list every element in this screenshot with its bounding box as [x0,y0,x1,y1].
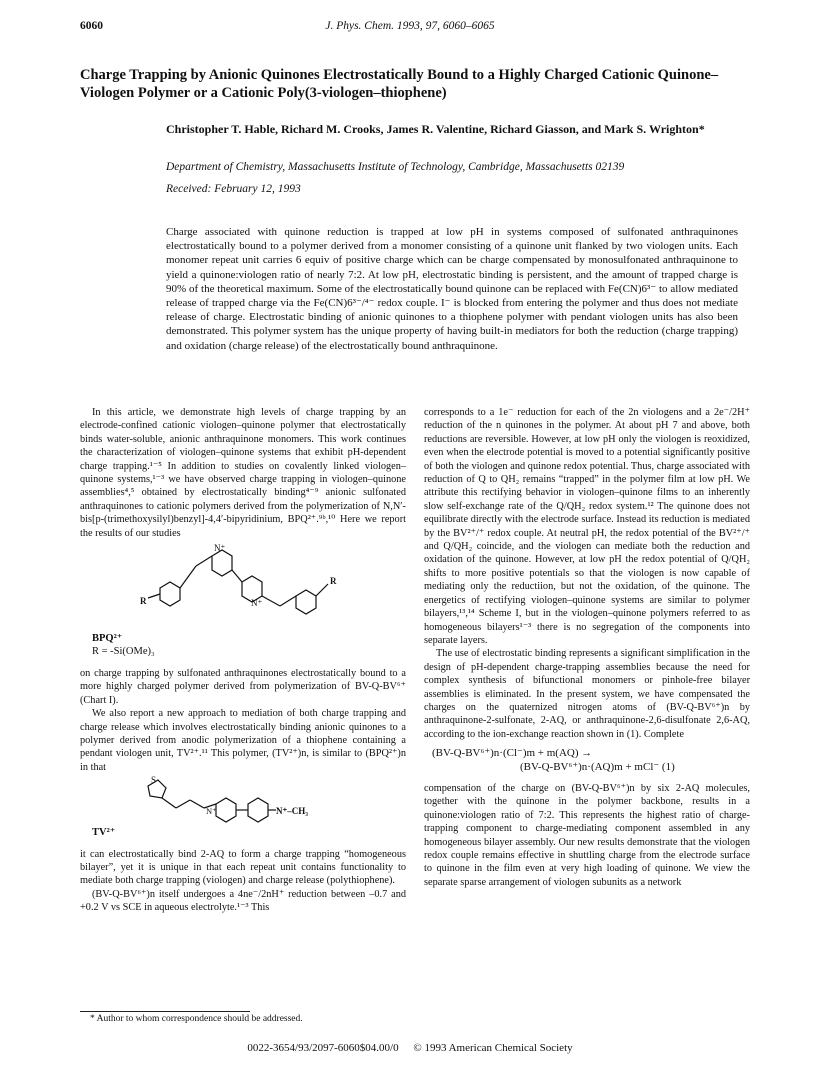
bpq-structure-figure [118,540,368,632]
svg-text:N⁺: N⁺ [206,806,217,817]
paragraph: compensation of the charge on (BV-Q-BV⁶⁺)n by six 2-AQ molecules, together with the quinone in the polymer backbone, results in a quinone:viologen ratio of 7:2. This represents the highest ratio of charge-trapping component to charge-mediating component assembled in any homogeneous bilayer assembly. Our new results demonstrate that the viologen redox couple remains effective in shuttling charge from the electrode surface to quinone in the film even at very high loading of quinone. We view the separate sparse arrangement of viologen subunits as a network [424,782,750,888]
paragraph: it can electrostatically bind 2-AQ to form a charge trapping “homogeneous bilayer”, yet it is unique in that each repeat unit contains functionality to mediate both charge trapping (viologen) and charge release (polythiophene). [80,848,406,887]
article-code: 0022-3654/93/2097-6060$04.00/0 [247,1042,399,1054]
page-footer [0,1042,820,1054]
equation-1 [424,747,750,774]
abstract: Charge associated with quinone reduction is trapped at low pH in systems composed of sulfonated anthraquinones electrostatically bound to a polymer derived from a monomer consisting of a quinone unit flanked by two viologen units. Each monomer repeat unit carries 6 equiv of positive charge which can be charge compensated by monosulfonated anthraquinone to yield a quinone:viologen ratio of nearly 7:2. At low pH, electrostatic binding is persistent, and the amount of trapped charge is 90% of the theoretical maximum. Some of the electrostatically bound quinone can be replaced with Fe(CN)6³⁻ to allow mediated release of trapped charge via the Fe(CN)6³⁻/⁴⁻ redox couple. I⁻ is blocked from entering the polymer and thus does not mediate release of charge. Electrostatic binding of anionic quinones to a thiophene polymer with pendant viologen units has also been demonstrated. This polymer system has the unique property of having built-in mediators for both the reduction (charge trapping) and oxidation (charge release) of the electrostatically bound anthraquinone. [166,226,738,352]
bpq-r-definition: R = -Si(OMe)₃ [92,646,155,658]
paragraph: The use of electrostatic binding represents a significant simplification in the design of pH-dependent charge-trapping assemblies because the need for complex synthesis of bifunctional monomers or pinhole-free bilayer assemblies is eliminated. In the present system, we have compensated the charges on the quaternized nitrogen atoms of (BV-Q-BV⁶⁺)n by anthraquinone-2-sulfonate, 2-AQ, or anthraquinone-2,6-disulfonate 2,6-AQ, according to the ion-exchange reaction shown in (1). Complete [424,648,750,740]
article-title: Charge Trapping by Anionic Quinones Electrostatically Bound to a Highly Charged Cationic Quinone–Viologen Polymer or a Cationic Poly(3-viologen–thiophene) [80,67,719,101]
tv-structure-figure [118,774,368,826]
right-column [424,406,750,889]
svg-text:S: S [151,775,157,786]
equation-line: (BV-Q-BV⁶⁺)n·(AQ)m + mCl⁻ (1) [520,760,675,773]
footnote-divider [80,1011,250,1012]
author-list: Christopher T. Hable, Richard M. Crooks, James R. Valentine, Richard Giasson, and Mark S. Wrighton* [166,122,705,136]
paragraph: on charge trapping by sulfonated anthraquinones electrostatically bound to a more highly charged polymer derived from polymerization of BV-Q-BV⁶⁺ (Chart I). [80,667,406,706]
copyright-notice: © 1993 American Chemical Society [413,1042,573,1054]
methyl-group: N⁺–CH₃ [276,806,308,817]
tv-label: TV²⁺ [92,827,116,839]
paragraph: (BV-Q-BV⁶⁺)n itself undergoes a 4ne⁻/2nH⁺ reduction between –0.7 and +0.2 V vs SCE in aqueous electrolyte.¹⁻³ This [80,888,406,914]
paragraph: In this article, we demonstrate high levels of charge trapping by an electrode-confined cationic viologen–quinone polymer that electrostatically binds water-soluble, anionic anthraquinone monomers. This work continues the characterization of viologen–quinone systems that exhibit pH-dependent charge trapping.¹⁻⁵ In addition to studies on covalently linked viologen–quinone systems,¹⁻³ we have observed charge trapping in viologen–quinone assemblies⁴,⁵ obtained by electrostatically binding⁴⁻⁹ anionic sulfonated anthraquinones to cationic polymers derived from the polymerization of N,N′-bis[p-(trimethoxysilyl)benzyl]-4,4′-bipyridinium, BPQ²⁺.⁹ᵇ,¹⁰ Here we report the results of our studies [80,407,406,539]
running-header [0,20,820,38]
equation-line: (BV-Q-BV⁶⁺)n·(Cl⁻)m + m(AQ) → [432,747,593,760]
svg-text:N⁺: N⁺ [214,543,226,554]
affiliation: Department of Chemistry, Massachusetts Institute of Technology, Cambridge, Massachusetts 02139 [166,161,625,173]
received-date: Received: February 12, 1993 [166,183,301,195]
r-substituent-left: R [140,596,147,607]
page-number: 6060 [80,20,103,32]
left-column [80,406,406,915]
footnote: * Author to whom correspondence should be addressed. [90,1014,303,1024]
r-substituent-right: R [330,576,337,587]
paragraph: corresponds to a 1e⁻ reduction for each of the 2n viologens and a 2e⁻/2H⁺ reduction of the n quinones in the polymer. At about pH 7 and above, both reductions are reversible. However, at low pH only the viologen is reoxidized, even when the electrode potential is moved to a potential significantly positive of both the viologen and quinone redox potential. Thus, charge associated with reduction of Q to QH₂ remains “trapped” in the polymer film at low pH. We attribute this rectifying behavior in viologen–quinone films to an inherently slow self-exchange rate of the Q/QH₂ redox system.¹² The quinone does not equilibrate directly with the electrode surface. Instead its reduction is mediated by the BV²⁺/⁺ redox couple. At neutral pH, the redox potential of the BV²⁺/⁺ and Q/QH₂ coincide, and the viologen can mediate both the reduction and oxidation of the quinone. However, at low pH the redox potential of Q/QH₂ shifts to more positive potentials so that the viologen is now capable of mediating only the reductiion, but not the oxidation, of the quinone. The energetics of rectifying viologen–quinone systems are similar to polymer bilayers,¹³,¹⁴ Scheme I, but in the viologen–quinone polymers referred to as homogeneous bilayers¹⁻³ there is no segregation of the components into separate layers. [424,407,750,646]
bpq-label: BPQ²⁺ [92,633,123,645]
journal-citation: J. Phys. Chem. 1993, 97, 6060–6065 [325,20,495,32]
svg-text:N⁺: N⁺ [251,598,263,609]
paragraph: We also report a new approach to mediation of both charge trapping and charge release which involves electrostatically binding anionic quinones to a polymer derived from anodic polymerization of a thiophene containing a pendant viologen unit, TV²⁺.¹¹ This polymer, (TV²⁺)n, is similar to (BPQ²⁺)n in that [80,708,406,773]
